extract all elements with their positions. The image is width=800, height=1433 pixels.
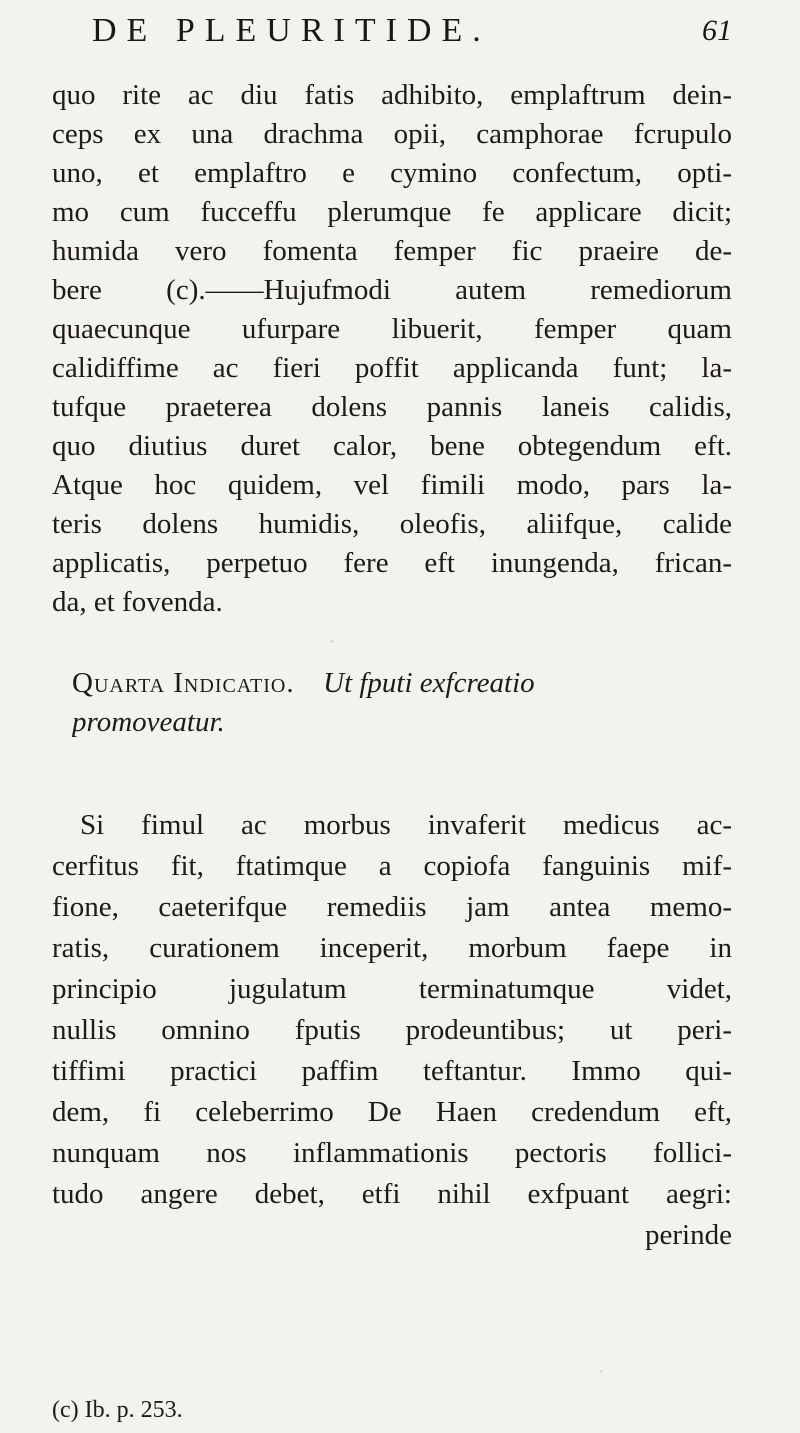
text-line: nunquam nos inflammationis pectoris follici- (52, 1137, 732, 1169)
page-number: 61 (702, 14, 732, 47)
text-line: tudo angere debet, etfi nihil exfpuant aegri: (52, 1178, 732, 1210)
text-line: tufque praeterea dolens pannis laneis calidis, (52, 391, 732, 423)
paper-speck (705, 95, 708, 98)
heading-line-2 (72, 705, 732, 743)
text-line: bere (c).——Hujufmodi autem remediorum (52, 274, 732, 306)
text-line: uno, et emplaftro e cymino confectum, opti- (52, 157, 732, 189)
text-line: nullis omnino fputis prodeuntibus; ut peri- (52, 1014, 732, 1046)
text-line: cerfitus fit, ftatimque a copiofa fanguinis mif- (52, 850, 732, 882)
text-line: Atque hoc quidem, vel fimili modo, pars la- (52, 469, 732, 501)
paper-speck (600, 1370, 603, 1373)
text-line: dem, fi celeberrimo De Haen credendum eft, (52, 1096, 732, 1128)
text-line: mo cum fucceffu plerumque fe applicare dicit; (52, 196, 732, 228)
text-line: humida vero fomenta femper fic praeire de- (52, 235, 732, 267)
text-line: principio jugulatum terminatumque videt, (52, 973, 732, 1005)
text-line: ceps ex una drachma opii, camphorae fcrupulo (52, 118, 732, 150)
text-line: applicatis, perpetuo fere eft inungenda, frican- (52, 547, 732, 579)
text-line: da, et fovenda. (52, 586, 223, 618)
text-line: quaecunque ufurpare libuerit, femper quam (52, 313, 732, 345)
text-line: calidiffime ac fieri poffit applicanda funt; la- (52, 352, 732, 384)
heading-label: Quarta Indicatio. (72, 667, 295, 699)
text-line: ratis, curationem inceperit, morbum faepe in (52, 932, 732, 964)
heading-title-1: Ut fputi exfcreatio (323, 667, 535, 699)
text-line: tiffimi practici paffim teftantur. Immo qui- (52, 1055, 732, 1087)
heading-title-2: promoveatur. (72, 706, 225, 738)
paper-speck (330, 640, 334, 643)
text-line: quo diutius duret calor, bene obtegendum eft. (52, 430, 732, 462)
text-line: quo rite ac diu fatis adhibito, emplaftrum dein- (52, 79, 732, 111)
heading-line-1 (72, 666, 732, 704)
text-line: fione, caeterifque remediis jam antea memo- (52, 891, 732, 923)
footnote: (c) Ib. p. 253. (52, 1397, 183, 1423)
catchword: perinde (645, 1219, 732, 1251)
running-title: DE PLEURITIDE. (92, 12, 491, 49)
text-line: teris dolens humidis, oleofis, aliifque, calide (52, 508, 732, 540)
running-head (92, 12, 732, 58)
text-line: Si fimul ac morbus invaferit medicus ac- (80, 809, 732, 841)
